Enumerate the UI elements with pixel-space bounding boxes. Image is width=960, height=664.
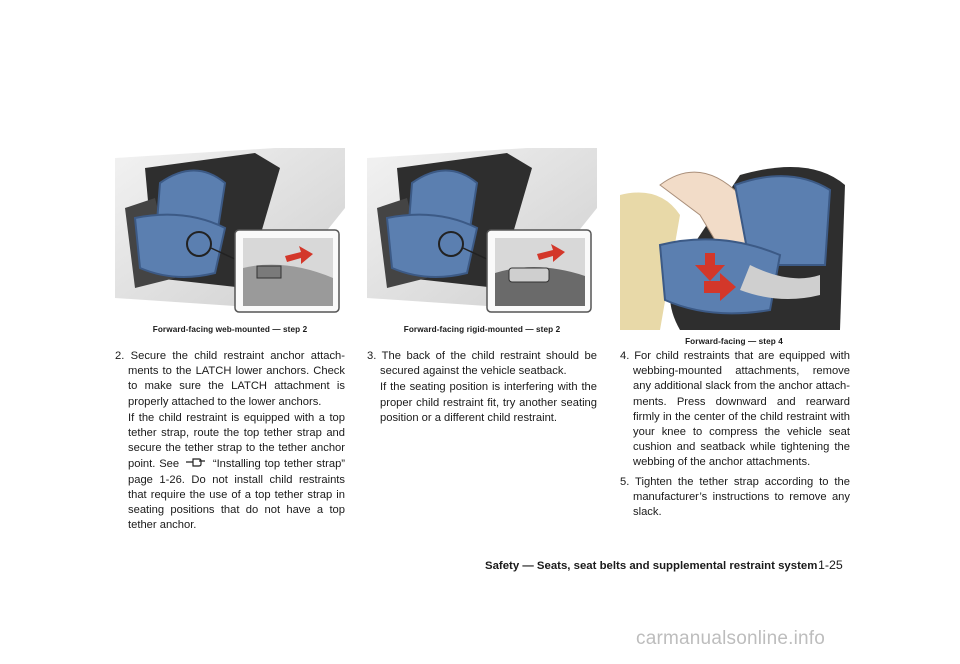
- column-2-text: [367, 349, 597, 427]
- reference-link[interactable]: “Installing top tether strap”: [212, 458, 346, 471]
- figure-rigid-mounted: [367, 148, 597, 316]
- reference-hand-icon: [185, 456, 207, 468]
- step-4: 4. For child restraints that are equipped with webbing-mounted attachments, remove any additional slack from the anchor attach- ments. Press downward and rearward firmly in the center of the child restraint with your knee to compress the vehicle seat cushion and seatback while tightening the webbing of the anchor attachments.: [620, 350, 850, 469]
- figure-caption: Forward-facing rigid-mounted — step 2: [403, 325, 561, 334]
- step-3-paragraph: If the seating position is interfering with the proper child restraint fit, try another seating position or a different child restraint.: [380, 381, 597, 424]
- section-footer-title: Safety — Seats, seat belts and supplemental restraint system: [485, 560, 818, 572]
- column-1-text: [115, 349, 345, 534]
- column-3-text: [620, 349, 850, 521]
- figure-web-mounted: [115, 148, 345, 316]
- page-number: 1-25: [818, 558, 843, 572]
- watermark: carmanualsonline.info: [636, 628, 826, 649]
- step-2: 2. Secure the child restraint anchor attach- ments to the LATCH lower anchors. Check to make sure the LATCH attachment is properly attached to the lower anchors.: [115, 350, 345, 408]
- figure-caption: Forward-facing web-mounted — step 2: [152, 325, 308, 334]
- step-2-paragraph: [115, 411, 345, 534]
- para-text: page 1-26. Do not install child restraints that require the use of a top tether strap in seating positions that do not have a top tether anchor.: [128, 473, 345, 532]
- step-5: 5. Tighten the tether strap according to the manufacturer’s instructions to remove any slack.: [620, 475, 850, 519]
- para-text: If the child restraint is equipped with a top tether strap, route the top tether strap and secure the tether strap to the tether anchor point. See: [128, 411, 345, 471]
- figure-forward-facing: [620, 145, 848, 330]
- figure-caption: Forward-facing — step 4: [685, 337, 783, 346]
- step-3: 3. The back of the child restraint should be secured against the vehicle seatback.: [367, 350, 597, 378]
